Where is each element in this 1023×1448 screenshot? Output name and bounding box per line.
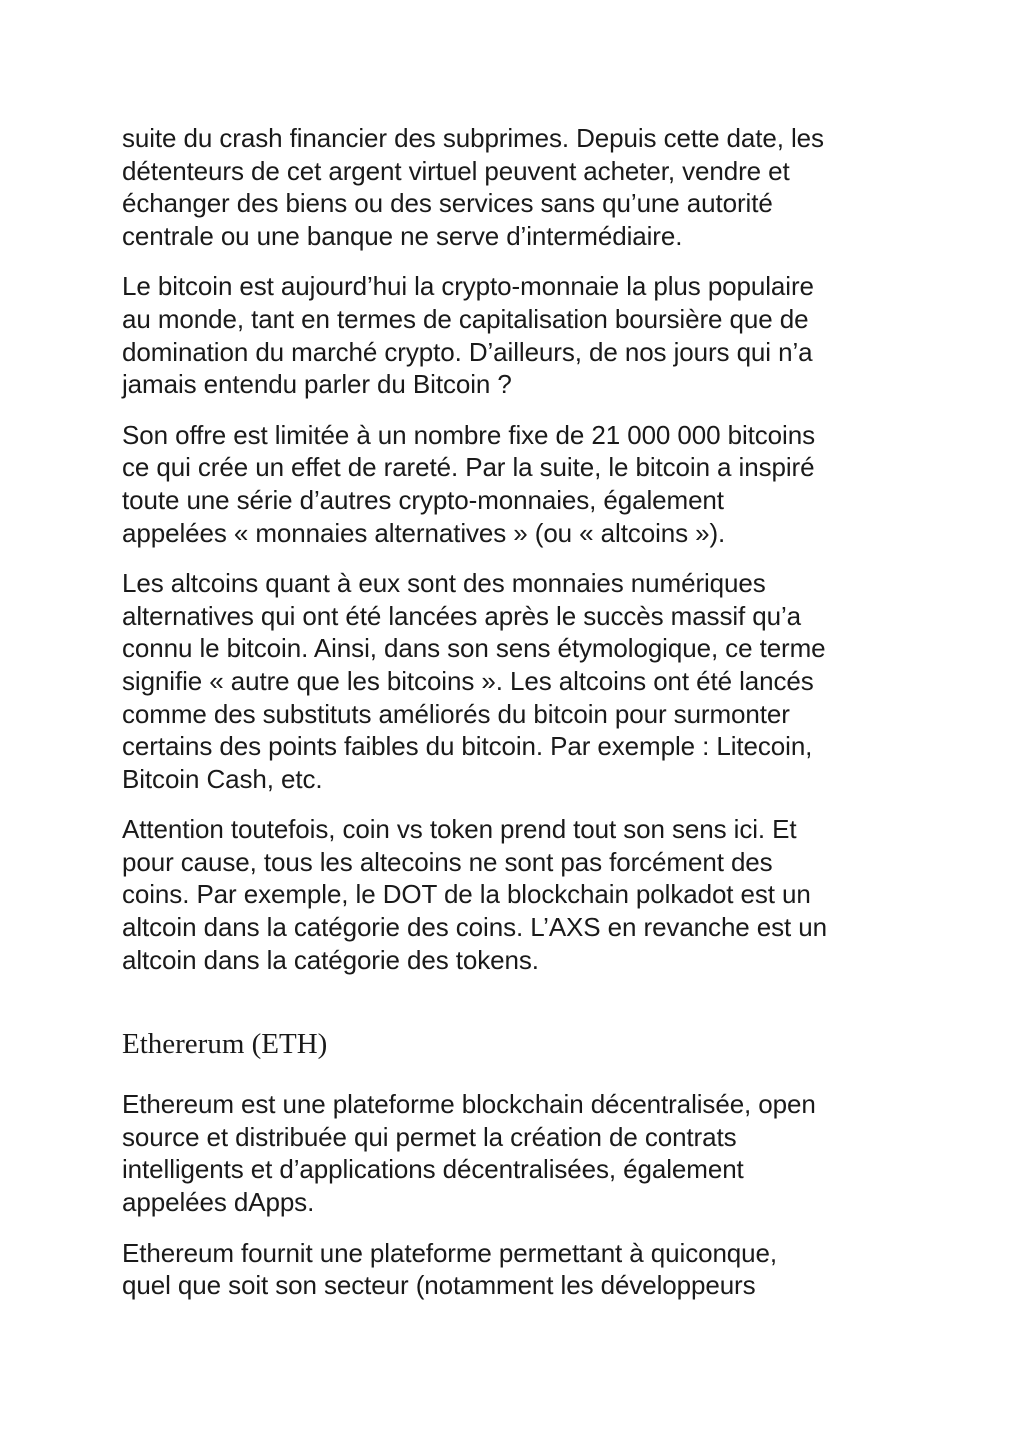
paragraph-coin-vs-token <box>122 813 912 976</box>
text-line: toute une série d’autres crypto-monnaies, également <box>122 484 724 515</box>
text-line: intelligents et d’applications décentralisées, également <box>122 1154 744 1185</box>
text-line: jamais entendu parler du Bitcoin ? <box>122 369 512 400</box>
paragraph-ethereum-platform <box>122 1237 912 1302</box>
text-line: connu le bitcoin. Ainsi, dans son sens étymologique, ce terme <box>122 633 826 664</box>
paragraph-bitcoin-popularity <box>122 270 912 400</box>
text-line: source et distribuée qui permet la création de contrats <box>122 1121 737 1152</box>
text-line: Ethereum est une plateforme blockchain décentralisée, open <box>122 1089 816 1120</box>
text-line: coins. Par exemple, le DOT de la blockchain polkadot est un <box>122 879 811 910</box>
text-line: Ethereum fournit une plateforme permettant à quiconque, <box>122 1237 778 1268</box>
text-line: altcoin dans la catégorie des tokens. <box>122 944 539 975</box>
text-line: ce qui crée un effet de rareté. Par la suite, le bitcoin a inspiré <box>122 452 815 483</box>
text-line: alternatives qui ont été lancées après le succès massif qu’a <box>122 600 802 631</box>
paragraph-ethereum-intro <box>122 1088 912 1218</box>
text-line: détenteurs de cet argent virtuel peuvent acheter, vendre et <box>122 155 790 186</box>
text-line: quel que soit son secteur (notamment les développeurs <box>122 1270 756 1301</box>
text-line: certains des points faibles du bitcoin. Par exemple : Litecoin, <box>122 731 813 762</box>
text-line: au monde, tant en termes de capitalisation boursière que de <box>122 303 809 334</box>
text-line: Bitcoin Cash, etc. <box>122 763 323 794</box>
document-body <box>122 122 912 1320</box>
text-line: signifie « autre que les bitcoins ». Les altcoins ont été lancés <box>122 665 814 696</box>
text-line: appelées dApps. <box>122 1187 315 1218</box>
paragraph-bitcoin-supply <box>122 419 912 549</box>
text-line: appelées « monnaies alternatives » (ou « altcoins »). <box>122 517 726 548</box>
text-line: Les altcoins quant à eux sont des monnaies numériques <box>122 568 766 599</box>
text-line: altcoin dans la catégorie des coins. L’AXS en revanche est un <box>122 912 828 943</box>
text-line: domination du marché crypto. D’ailleurs, de nos jours qui n’a <box>122 336 813 367</box>
text-line: pour cause, tous les altecoins ne sont pas forcément des <box>122 846 773 877</box>
text-line: Attention toutefois, coin vs token prend tout son sens ici. Et <box>122 814 797 845</box>
text-line: échanger des biens ou des services sans qu’une autorité <box>122 188 773 219</box>
paragraph-altcoins <box>122 567 912 795</box>
text-line: comme des substituts améliorés du bitcoin pour surmonter <box>122 698 790 729</box>
text-line: centrale ou une banque ne serve d’intermédiaire. <box>122 220 683 251</box>
text-line: suite du crash financier des subprimes. Depuis cette date, les <box>122 123 824 153</box>
section-heading-ethereum: Ethererum (ETH) <box>122 1028 328 1061</box>
text-line: Le bitcoin est aujourd’hui la crypto-monnaie la plus populaire <box>122 271 814 302</box>
text-line: Son offre est limitée à un nombre fixe de 21 000 000 bitcoins <box>122 419 815 450</box>
paragraph-subprimes <box>122 122 912 252</box>
